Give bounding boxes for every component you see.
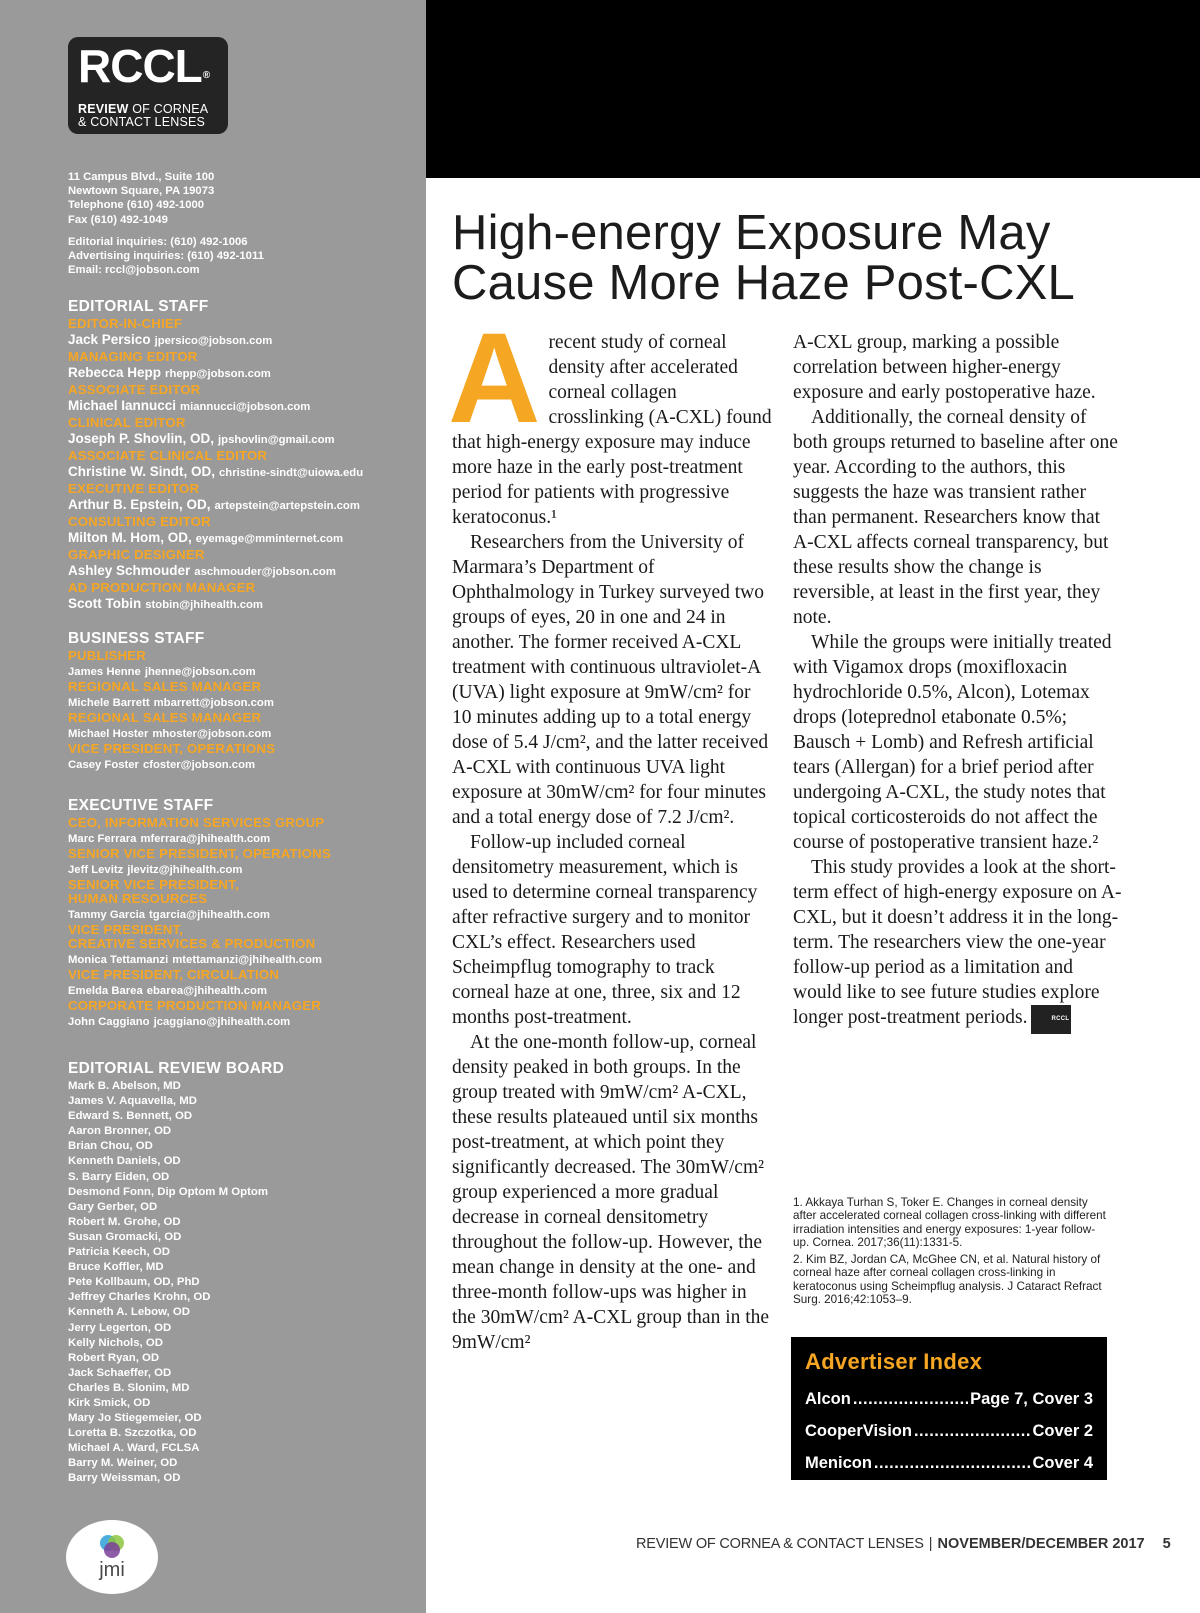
advertiser-index-title: Advertiser Index <box>805 1349 983 1374</box>
staff-role: GRAPHIC DESIGNER <box>68 547 205 562</box>
advertiser-name: CooperVision <box>805 1422 912 1440</box>
article-column-right <box>793 330 1123 1034</box>
board-member-list <box>68 1079 423 1487</box>
advertiser-name: Alcon <box>805 1390 851 1408</box>
board-member: Barry Weissman, OD <box>68 1472 181 1485</box>
staff-role: CEO, INFORMATION SERVICES GROUP <box>68 815 325 830</box>
board-member: Susan Gromacki, OD <box>68 1230 182 1243</box>
board-member: Bruce Koffler, MD <box>68 1261 164 1274</box>
board-member: S. Barry Eiden, OD <box>68 1170 170 1183</box>
staff-person <box>68 830 423 847</box>
board-member: Gary Gerber, OD <box>68 1200 158 1213</box>
board-member: James V. Aquavella, MD <box>68 1095 197 1108</box>
staff-role: EXECUTIVE EDITOR <box>68 481 200 496</box>
staff-email: jpshovlin@gmail.com <box>218 434 335 446</box>
staff-name: Joseph P. Shovlin, OD, <box>68 431 215 446</box>
staff-entry <box>68 816 423 847</box>
footer-separator: | <box>928 1536 933 1552</box>
board-member: Edward S. Bennett, OD <box>68 1110 193 1123</box>
staff-person <box>68 1013 423 1030</box>
end-mark-icon: RCCL <box>1031 1005 1071 1034</box>
staff-name: John Caggiano <box>68 1016 150 1028</box>
reference-item: 2. Kim BZ, Jordan CA, McGhee CN, et al. Natural history of corneal haze after corneal collagen cross-linking in keratoconus using Scheimpflug analysis. J Cataract Refract Surg. 2016;42:1053–9. <box>793 1253 1102 1307</box>
staff-name: Scott Tobin <box>68 596 142 611</box>
staff-role: VICE PRESIDENT, CIRCULATION <box>68 967 280 982</box>
staff-person <box>68 595 423 614</box>
staff-name: Milton M. Hom, OD, <box>68 530 192 545</box>
staff-email: mtettamanzi@jhihealth.com <box>172 954 322 966</box>
advertiser-page: Cover 4 <box>1032 1454 1093 1472</box>
board-member: Jerry Legerton, OD <box>68 1321 172 1334</box>
advertiser-row <box>805 1383 1093 1415</box>
section-heading: EDITORIAL REVIEW BOARD <box>68 1060 285 1077</box>
leader-dots <box>853 1383 968 1415</box>
staff-entry <box>68 317 423 350</box>
article-paragraph: Researchers from the University of Marmara’s Department of Ophthalmology in Turkey surveyed two groups of eyes, 20 in one and 24 in another. The former received A-CXL treatment with continuous ultraviolet-A (UVA) light exposure at 9mW/cm² for 10 minutes adding up to a total energy dose of 5.4 J/cm², and the latter received A-CXL with continuous UVA light exposure at 30mW/cm² for four minutes and a total energy dose of 7.2 J/cm². <box>452 532 769 828</box>
staff-person <box>68 906 423 923</box>
staff-name: Emelda Barea <box>68 985 143 997</box>
staff-entry <box>68 878 423 923</box>
staff-name: Casey Foster <box>68 759 139 771</box>
staff-person <box>68 756 423 773</box>
board-member: Mary Jo Stiegemeier, OD <box>68 1412 202 1425</box>
board-member: Patricia Keech, OD <box>68 1246 170 1259</box>
staff-role: REGIONAL SALES MANAGER <box>68 679 262 694</box>
staff-email: tgarcia@jhihealth.com <box>149 909 270 921</box>
board-member: Charles B. Slonim, MD <box>68 1381 190 1394</box>
staff-role: CREATIVE SERVICES & PRODUCTION <box>68 936 316 951</box>
staff-email: ebarea@jhihealth.com <box>146 985 267 997</box>
staff-role: CORPORATE PRODUCTION MANAGER <box>68 998 321 1013</box>
board-member: Robert M. Grohe, OD <box>68 1215 181 1228</box>
article-paragraph: A-CXL group, marking a possible correlation between higher-energy exposure and early postoperative haze. <box>793 332 1096 403</box>
board-member: Kelly Nichols, OD <box>68 1336 163 1349</box>
staff-role: MANAGING EDITOR <box>68 349 198 364</box>
staff-email: stobin@jhihealth.com <box>145 599 263 611</box>
staff-name: Michael Iannucci <box>68 398 177 413</box>
jmi-circles-icon <box>97 1533 127 1561</box>
board-member: Barry M. Weiner, OD <box>68 1457 178 1470</box>
editorial-staff-section <box>68 298 423 614</box>
board-member: Pete Kollbaum, OD, PhD <box>68 1276 200 1289</box>
staff-name: Monica Tettamanzi <box>68 954 169 966</box>
article-paragraph: While the groups were initially treated with Vigamox drops (moxifloxacin hydrochloride 0.5%, Alcon), Lotemax drops (loteprednol etabonate 0.5%; Bausch + Lomb) and Refresh artificial tears (Allergan) for a brief period after undergoing A-CXL, the study notes that topical corticosteroids do not affect the course of postoperative transient haze.² <box>793 632 1112 853</box>
article-title: High-energy Exposure May Cause More Haze Post-CXL <box>452 206 1075 310</box>
staff-email: christine-sindt@uiowa.edu <box>219 467 364 479</box>
advertiser-name: Menicon <box>805 1454 872 1472</box>
footer-date: NOVEMBER/DECEMBER 2017 <box>937 1536 1145 1552</box>
article-paragraph: This study provides a look at the short-term effect of high-energy exposure on A-CXL, but it doesn’t address it in the long-term. The researchers view the one-year follow-up period as a limitation and would like to see future studies explore longer post-treatment periods. RCCL <box>793 855 1123 1034</box>
staff-entry <box>68 548 423 581</box>
staff-email: cfoster@jobson.com <box>142 759 256 771</box>
leader-dots <box>914 1415 1031 1447</box>
footer-publication: REVIEW OF CORNEA & CONTACT LENSES <box>636 1536 924 1552</box>
staff-email: eyemage@mminternet.com <box>195 533 344 545</box>
article-paragraph: At the one-month follow-up, corneal density peaked in both groups. In the group treated with 9mW/cm² A-CXL, these results plateaued until six months post-treatment, at which point they significantly decreased. The 30mW/cm² group experienced a more gradual decrease in corneal densitometry throughout the follow-up. However, the mean change in density at the one- and three-month follow-ups was higher in the 30mW/cm² A-CXL group than in the 9mW/cm² <box>452 1032 770 1353</box>
section-heading: EDITORIAL STAFF <box>68 298 209 315</box>
staff-person <box>68 725 423 742</box>
board-member: Desmond Fonn, Dip Optom M Optom <box>68 1185 268 1198</box>
staff-person <box>68 982 423 999</box>
drop-cap: A <box>448 307 541 450</box>
executive-staff-section <box>68 797 423 1030</box>
staff-email: jcaggiano@jhihealth.com <box>153 1016 291 1028</box>
staff-name: Jeff Levitz <box>68 864 124 876</box>
references <box>793 1196 1109 1310</box>
top-black-bar <box>426 0 1200 178</box>
staff-person <box>68 562 423 581</box>
page-number: 5 <box>1162 1536 1171 1552</box>
staff-entry <box>68 680 423 711</box>
staff-name: Arthur B. Epstein, OD, <box>68 497 211 512</box>
registered-mark: ® <box>202 70 210 81</box>
staff-name: Marc Ferrara <box>68 833 137 845</box>
staff-entry <box>68 649 423 680</box>
board-member: Mark B. Abelson, MD <box>68 1080 181 1092</box>
article-paragraph: Arecent study of corneal density after accelerated corneal collagen crosslinking (A-CXL) found that high-energy exposure may induce more haze in the early post-treatment period for patients with progressive keratoconus.¹ <box>448 307 772 528</box>
staff-entry <box>68 711 423 742</box>
masthead-sidebar <box>0 0 426 1613</box>
staff-email: mferrara@jhihealth.com <box>140 833 271 845</box>
board-member: Kirk Smick, OD <box>68 1396 151 1409</box>
rccl-logo <box>68 37 228 134</box>
staff-name: Ashley Schmouder <box>68 563 191 578</box>
staff-name: Tammy Garcia <box>68 909 146 921</box>
staff-role: SENIOR VICE PRESIDENT, <box>68 877 239 892</box>
staff-role: CONSULTING EDITOR <box>68 514 211 529</box>
board-member: Michael A. Ward, FCLSA <box>68 1442 200 1455</box>
section-heading: EXECUTIVE STAFF <box>68 797 214 814</box>
staff-person <box>68 463 423 482</box>
contact-address: 11 Campus Blvd., Suite 100 Newtown Square, PA 19073 Telephone (610) 492-1000 Fax (610) 492-1049 <box>68 171 215 226</box>
board-member: Kenneth Daniels, OD <box>68 1155 181 1168</box>
article-paragraph: Follow-up included corneal densitometry measurement, which is used to determine corneal transparency after refractive surgery and to monitor CXL’s effect. Researchers used Scheimpflug tomography to track corneal haze at one, three, six and 12 months post-treatment. <box>452 832 758 1028</box>
staff-person <box>68 951 423 968</box>
advertiser-page: Cover 2 <box>1032 1422 1093 1440</box>
contact-inquiries: Editorial inquiries: (610) 492-1006 Advertising inquiries: (610) 492-1011 Email: rccl@jobson.com <box>68 236 264 277</box>
advertiser-index-box <box>791 1337 1107 1480</box>
staff-role: HUMAN RESOURCES <box>68 891 208 906</box>
staff-entry <box>68 416 423 449</box>
section-heading: BUSINESS STAFF <box>68 630 205 647</box>
staff-name: Michele Barrett <box>68 697 150 709</box>
logo-wordmark: RCCL <box>78 40 202 92</box>
staff-person <box>68 529 423 548</box>
staff-name: Christine W. Sindt, OD, <box>68 464 216 479</box>
board-member: Aaron Bronner, OD <box>68 1125 172 1138</box>
board-member: Robert Ryan, OD <box>68 1351 160 1364</box>
staff-role: CLINICAL EDITOR <box>68 415 186 430</box>
staff-email: aschmouder@jobson.com <box>194 566 336 578</box>
staff-email: mbarrett@jobson.com <box>153 697 274 709</box>
staff-email: artepstein@artepstein.com <box>214 500 360 512</box>
staff-role: SENIOR VICE PRESIDENT, OPERATIONS <box>68 846 331 861</box>
staff-person <box>68 397 423 416</box>
staff-entry <box>68 449 423 482</box>
leader-dots <box>874 1447 1031 1479</box>
staff-entry <box>68 999 423 1030</box>
review-board-section <box>68 1060 423 1487</box>
article-paragraph: Additionally, the corneal density of both groups returned to baseline after one year. According to the authors, this suggests the haze was transient rather than permanent. Researchers know that A-CXL affects corneal transparency, but these results show the change is reversible, at least in the first year, they note. <box>793 407 1118 628</box>
reference-item: 1. Akkaya Turhan S, Toker E. Changes in corneal density after accelerated corneal collagen cross-linking with different irradiation intensities and energy exposures: 1-year follow-up. Cornea. 2017;36(11):1331-5. <box>793 1196 1106 1249</box>
staff-entry <box>68 968 423 999</box>
staff-person <box>68 430 423 449</box>
staff-role: ASSOCIATE EDITOR <box>68 382 201 397</box>
jmi-logo-text: jmi <box>99 1558 125 1581</box>
staff-person <box>68 331 423 350</box>
staff-email: jpersico@jobson.com <box>154 335 273 347</box>
advertiser-row <box>805 1447 1093 1479</box>
staff-person <box>68 364 423 383</box>
staff-name: Jack Persico <box>68 332 151 347</box>
staff-role: REGIONAL SALES MANAGER <box>68 710 262 725</box>
staff-entry <box>68 515 423 548</box>
staff-role: VICE PRESIDENT, <box>68 922 184 937</box>
staff-role: PUBLISHER <box>68 648 147 663</box>
jmi-logo <box>66 1520 158 1594</box>
staff-email: jhenne@jobson.com <box>144 666 256 678</box>
board-member: Loretta B. Szczotka, OD <box>68 1427 197 1440</box>
staff-person <box>68 694 423 711</box>
article-column-left <box>448 307 774 1355</box>
staff-entry <box>68 350 423 383</box>
staff-email: jlevitz@jhihealth.com <box>127 864 243 876</box>
board-member: Jeffrey Charles Krohn, OD <box>68 1291 211 1304</box>
business-staff-section <box>68 630 423 773</box>
advertiser-page: Page 7, Cover 3 <box>970 1390 1093 1408</box>
staff-entry <box>68 383 423 416</box>
board-member: Brian Chou, OD <box>68 1140 153 1153</box>
staff-role: EDITOR-IN-CHIEF <box>68 316 183 331</box>
board-member: Kenneth A. Lebow, OD <box>68 1306 190 1319</box>
advertiser-row <box>805 1415 1093 1447</box>
board-member: Jack Schaeffer, OD <box>68 1366 172 1379</box>
staff-entry <box>68 581 423 614</box>
staff-entry <box>68 482 423 515</box>
page-footer <box>636 1536 1171 1552</box>
staff-person <box>68 496 423 515</box>
staff-person <box>68 663 423 680</box>
staff-email: miannucci@jobson.com <box>180 401 311 413</box>
staff-role: VICE PRESIDENT, OPERATIONS <box>68 741 276 756</box>
staff-email: mhoster@jobson.com <box>152 728 272 740</box>
staff-email: rhepp@jobson.com <box>165 368 271 380</box>
staff-entry <box>68 847 423 878</box>
staff-name: James Henne <box>68 666 141 678</box>
staff-entry <box>68 742 423 773</box>
staff-person <box>68 861 423 878</box>
staff-entry <box>68 923 423 968</box>
logo-subtitle: REVIEW OF CORNEA & CONTACT LENSES <box>78 102 209 129</box>
staff-name: Rebecca Hepp <box>68 365 162 380</box>
staff-role: AD PRODUCTION MANAGER <box>68 580 256 595</box>
staff-name: Michael Hoster <box>68 728 149 740</box>
staff-role: ASSOCIATE CLINICAL EDITOR <box>68 448 268 463</box>
